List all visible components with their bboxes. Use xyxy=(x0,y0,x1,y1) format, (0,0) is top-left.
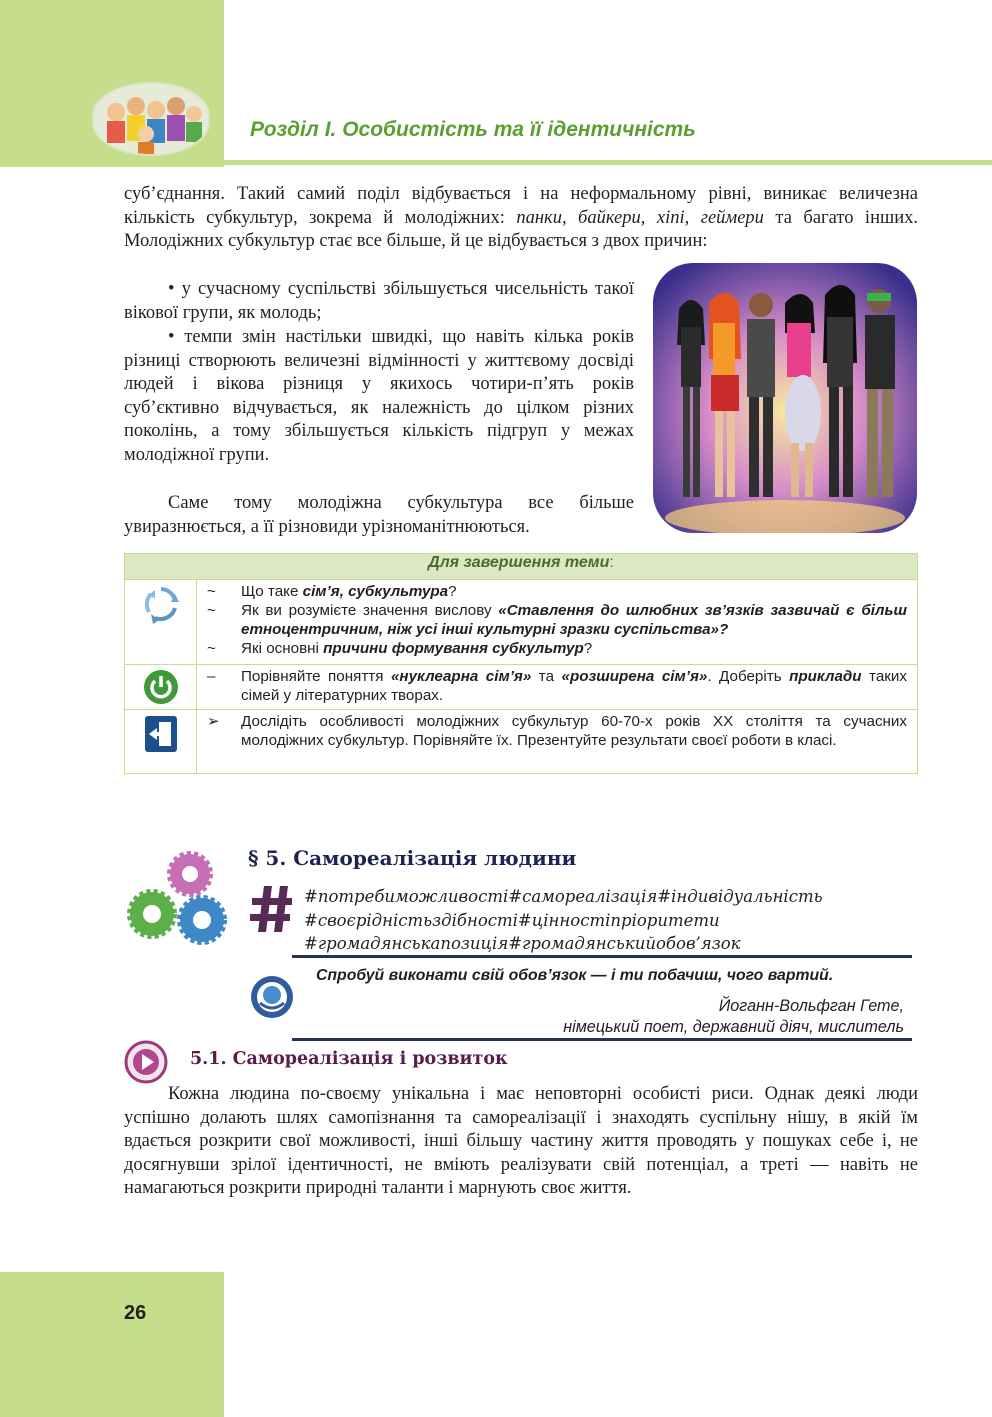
power-icon xyxy=(143,692,179,709)
hashtag-rule xyxy=(292,955,912,958)
question-text xyxy=(241,601,907,639)
paragraph-segment: та багато інших. Молодіжних субкультур стає все більше, й це відбувається з двох причин: xyxy=(124,207,918,252)
question-item xyxy=(205,667,907,705)
hashtag-icon xyxy=(250,884,294,934)
hashtag-line: #потребиможливості#самореалізація#індивідуальність xyxy=(304,887,823,906)
question-text xyxy=(241,667,907,705)
question-emphasis: приклади xyxy=(789,668,862,685)
paragraph-segment: суб’єднання. Такий самий поділ відбувається і на неформальному рівні, виникає величезна кількість субкультур, зокрема й молодіжних: xyxy=(124,184,918,228)
question-text xyxy=(241,712,907,750)
gears-icon xyxy=(124,848,234,950)
question-segment: Дослідіть особливості молодіжних субкультур 60-70-х років ХХ століття та сучасних молодіжних субкультур. Порівняйте їх. Презентуйте результати своєї роботи в класі. xyxy=(241,713,907,749)
epigraph-author xyxy=(420,996,904,1038)
play-icon xyxy=(124,1040,168,1084)
author-name: Йоганн-Вольфган Гете, xyxy=(718,997,904,1015)
question-segment: Порівняйте поняття xyxy=(241,668,391,685)
question-segment: . Доберіть xyxy=(707,668,790,685)
review-table xyxy=(124,553,918,774)
question-emphasis: причини формування субкультур xyxy=(323,640,584,657)
question-emphasis: «розширена сім’я» xyxy=(561,668,708,685)
question-segment: таких сімей у літературних творах. xyxy=(241,668,907,704)
sidebar-bottom-block xyxy=(0,1272,224,1417)
question-bullet: – xyxy=(207,668,216,685)
exit-door-icon xyxy=(143,741,179,758)
subculture-illustration xyxy=(653,263,917,533)
page-number: 26 xyxy=(124,1302,147,1324)
question-item xyxy=(205,712,907,750)
paragraph-conclusion: Саме тому молодіжна субкультура все більше увиразнюється, а її різновиди урізноманітнюються. xyxy=(124,493,634,537)
subsection-title: 5.1. Самореалізація і розвиток xyxy=(190,1049,508,1069)
question-emphasis: «Ставлення до шлюбних зв’язків зазвичай є більш етноцентричним, ніж усі інші культурні зразки суспільства»? xyxy=(241,602,907,638)
review-questions xyxy=(197,580,918,665)
question-segment: Як ви розумієте значення вислову xyxy=(241,602,499,619)
review-row xyxy=(125,665,918,710)
chapter-title: Розділ І. Особистість та її ідентичність xyxy=(250,118,696,141)
question-bullet: ~ xyxy=(207,602,216,619)
hashtag-line: #громадянськапозиція#громадянськийобов’язок xyxy=(304,934,741,953)
paragraph-italic-segment: панки, байкери, хіпі, геймери xyxy=(516,207,764,228)
review-heading xyxy=(125,554,918,580)
question-emphasis: сім’я, субкультура xyxy=(302,583,449,600)
hashtag-list xyxy=(304,885,823,956)
header-rule xyxy=(224,160,992,165)
review-icon-cell xyxy=(125,710,197,774)
review-questions xyxy=(197,665,918,710)
question-text xyxy=(241,582,907,601)
review-icon-cell xyxy=(125,665,197,710)
paragraph-intro xyxy=(124,183,918,254)
question-text xyxy=(241,639,907,658)
review-questions xyxy=(197,710,918,774)
question-item xyxy=(205,639,907,658)
question-emphasis: «нуклеарна сім’я» xyxy=(390,668,532,685)
review-icon-cell xyxy=(125,580,197,665)
question-item xyxy=(205,601,907,639)
epigraph-quote: Спробуй виконати свій обов’язок — і ти побачиш, чого вартий. xyxy=(316,967,834,984)
section-paragraph: Кожна людина по-своєму унікальна і має неповторні особисті риси. Однак деякі люди успішно долають шлях самопізнання та самореалізації і знаходять суспільну нішу, в якій їм вдається розкрити свої можливості, інші більшу частину життя проводять у пошуках себе і, не досягнувши зрілої ідентичності, не вміють реалізувати свій потенціал, а треті — навіть не намагаються розкрити природні таланти і марнують своє життя. xyxy=(124,1084,918,1199)
section-title: § 5. Самореалізація людини xyxy=(248,846,577,870)
bullet-paragraph-2: • темпи змін настільки швидкі, що навіть кілька років різниці створюють величезні відмінності у життєвому досвіді людей і вікова різниця у якихось чотири-п’ять років суб’єктивно відчувається, як належність до цілком різних поколінь, а тому збільшується кількість підгруп у межах молодіжної групи. xyxy=(124,327,634,465)
review-heading-colon: : xyxy=(609,554,614,571)
epigraph-rule xyxy=(292,1038,912,1041)
bullet-paragraph-1: • у сучасному суспільстві збільшується чисельність такої вікової групи, як молодь; xyxy=(124,279,634,323)
question-segment: Що таке xyxy=(241,583,303,600)
question-segment: ? xyxy=(583,640,593,657)
hashtag-line: #своєрідністьздібності#цінностіпріоритети xyxy=(304,910,720,930)
quote-globe-icon xyxy=(250,975,294,1019)
review-row xyxy=(125,580,918,665)
question-segment: та xyxy=(531,668,562,685)
question-segment: Які основні xyxy=(241,640,324,657)
question-item xyxy=(205,582,907,601)
question-bullet: ~ xyxy=(207,583,216,600)
review-row xyxy=(125,710,918,774)
question-segment: ? xyxy=(448,583,457,600)
question-bullet: ~ xyxy=(207,640,216,657)
author-description: німецький поет, державний діяч, мислитель xyxy=(563,1018,904,1036)
review-heading-text: Для завершення теми xyxy=(428,554,610,571)
question-bullet: ➢ xyxy=(207,713,220,730)
header-thumbnail-image xyxy=(92,82,210,156)
refresh-arrows-icon xyxy=(141,611,181,628)
